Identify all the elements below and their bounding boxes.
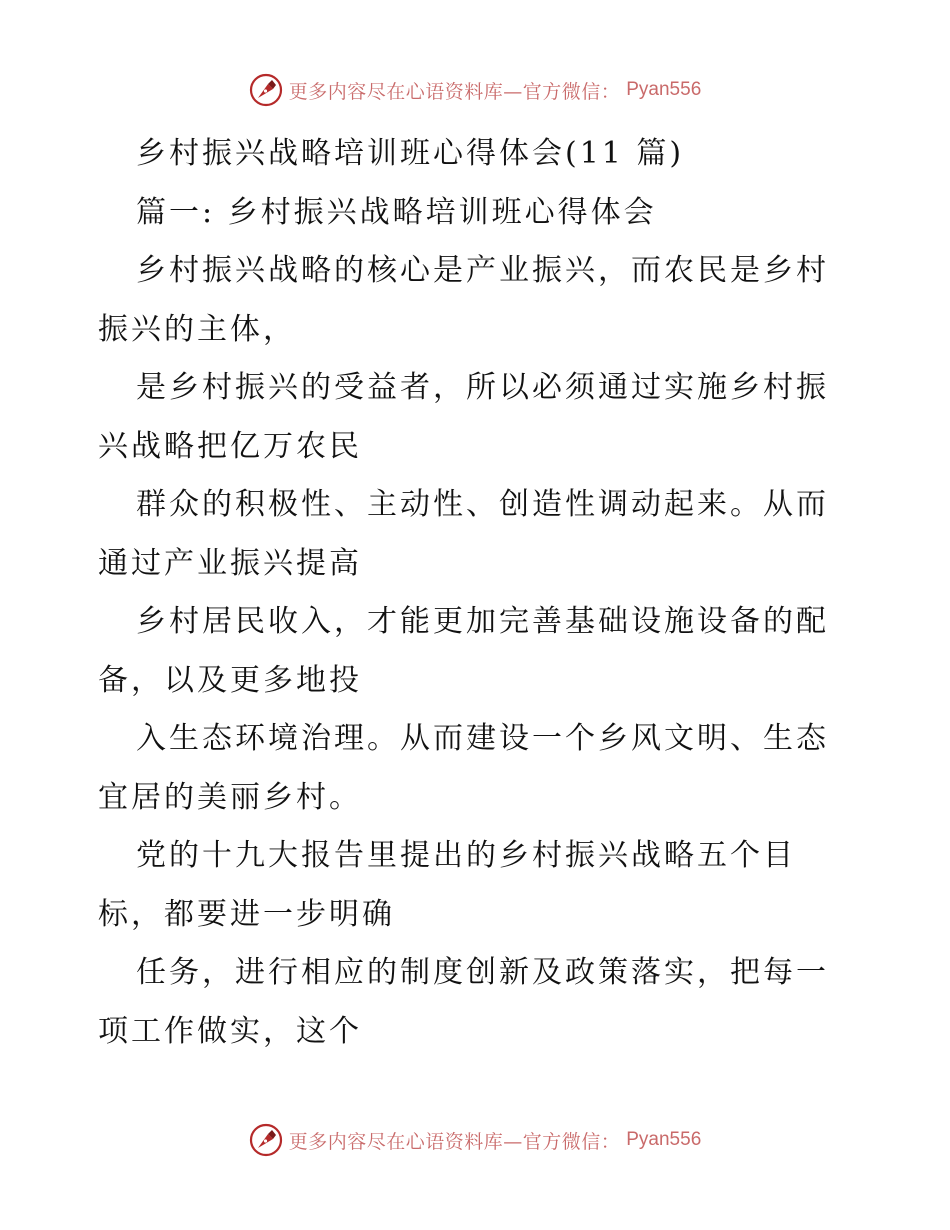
document-body xyxy=(98,125,858,1061)
paragraph-line: 兴战略把亿万农民 xyxy=(98,428,362,464)
paragraph-line: 党的十九大报告里提出的乡村振兴战略五个目 xyxy=(136,838,796,873)
pen-nib-logo-icon xyxy=(249,73,283,107)
header-banner xyxy=(0,70,950,110)
paragraph-line: 乡村居民收入，才能更加完善基础设施设备的配 xyxy=(136,604,829,639)
paragraph-line: 乡村振兴战略的核心是产业振兴，而农民是乡村 xyxy=(136,253,829,288)
paragraph-line: 标，都要进一步明确 xyxy=(98,896,395,932)
footer-banner-id: Pyan556 xyxy=(626,1129,702,1150)
paragraph-line: 通过产业振兴提高 xyxy=(98,545,362,581)
paragraph-line: 备，以及更多地投 xyxy=(98,662,362,698)
footer-banner xyxy=(0,1120,950,1160)
section-heading: 篇一: 乡村振兴战略培训班心得体会 xyxy=(136,194,657,230)
paragraph-line: 入生态环境治理。从而建设一个乡风文明、生态 xyxy=(136,721,829,756)
document-title: 乡村振兴战略培训班心得体会(11 篇) xyxy=(136,136,685,171)
paragraph-line: 项工作做实，这个 xyxy=(98,1013,362,1049)
paragraph-line: 群众的积极性、主动性、创造性调动起来。从而 xyxy=(136,487,829,522)
header-banner-id: Pyan556 xyxy=(626,79,702,100)
paragraph-line: 振兴的主体， xyxy=(98,311,296,347)
pen-nib-logo-icon xyxy=(249,1123,283,1157)
paragraph-line: 是乡村振兴的受益者，所以必须通过实施乡村振 xyxy=(136,370,829,405)
header-banner-text: 更多内容尽在心语资料库—官方微信： xyxy=(288,80,621,103)
footer-banner-text: 更多内容尽在心语资料库—官方微信： xyxy=(288,1130,621,1153)
paragraph-line: 任务，进行相应的制度创新及政策落实，把每一 xyxy=(136,955,829,990)
paragraph-line: 宜居的美丽乡村。 xyxy=(98,779,362,815)
